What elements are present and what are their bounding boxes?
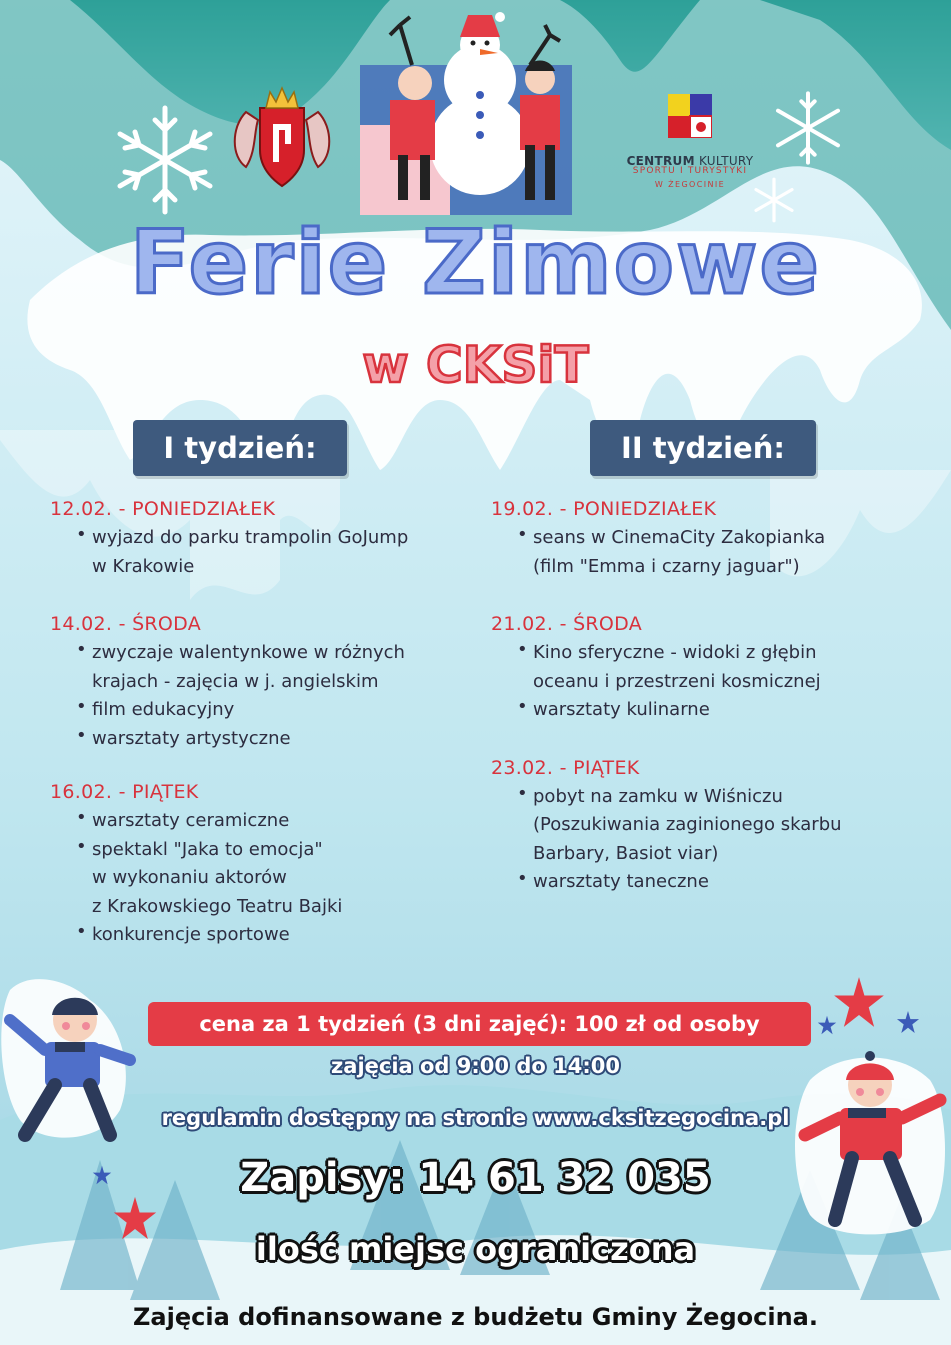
activity-list <box>76 524 480 581</box>
price-banner: cena za 1 tydzień (3 dni zajęć): 100 zł od osoby <box>148 1002 811 1046</box>
list-item: • seans w CinemaCity Zakopianka (film "Emma i czarny jaguar") <box>517 524 826 577</box>
rules-text: regulamin dostępny na stronie www.cksitzegocina.pl <box>161 1106 790 1130</box>
activity-list <box>76 639 480 753</box>
list-item: • film edukacyjny <box>76 696 235 720</box>
page-subtitle: w CKSiT <box>362 336 589 394</box>
week-1-schedule <box>50 498 480 950</box>
day-heading: 16.02. - PIĄTEK <box>50 781 199 803</box>
list-item: • warsztaty artystyczne <box>76 724 291 749</box>
logo-text-sport: SPORTU I TURYSTYKI <box>632 166 748 176</box>
week-1-badge: I tydzień: <box>133 420 347 476</box>
activity-list <box>517 782 941 897</box>
limited-places-text: ilość miejsc ograniczona <box>255 1230 696 1268</box>
logo-text-centrum: CENTRUM <box>626 154 695 168</box>
list-item: • warsztaty kulinarne <box>517 696 710 720</box>
activity-list <box>517 639 941 725</box>
funding-footer: Zajęcia dofinansowane z budżetu Gminy Żegocina. <box>133 1303 818 1331</box>
list-item: • pobyt na zamku w Wiśniczu (Poszukiwania zaginionego skarbu Barbary, Basiot viar) <box>517 782 842 864</box>
logo-text-kultury: KULTURY <box>694 154 754 168</box>
day-heading: 21.02. - ŚRODA <box>491 613 643 635</box>
list-item: • wyjazd do parku trampolin GoJump w Krakowie <box>76 524 409 577</box>
list-item: • konkurencje sportowe <box>76 921 290 945</box>
snowflake-icon <box>768 88 848 168</box>
star-icon <box>896 1010 920 1034</box>
cksit-logo <box>622 94 758 224</box>
signup-phone: Zapisy: 14 61 32 035 <box>240 1155 711 1201</box>
week-2-badge: II tydzień: <box>590 420 816 476</box>
list-item: • warsztaty ceramiczne <box>76 807 290 831</box>
logo-text-place: W ŻEGOCINIE <box>654 180 726 189</box>
star-icon <box>832 975 886 1029</box>
snowman-illustration <box>360 5 572 215</box>
week-2-schedule <box>491 498 941 897</box>
hours-text: zajęcia od 9:00 do 14:00 <box>331 1054 620 1078</box>
cksit-logo-icon <box>668 94 712 138</box>
activity-list <box>517 524 941 581</box>
list-item: • zwyczaje walentynkowe w różnych krajach - zajęcia w j. angielskim <box>76 639 405 692</box>
day-heading: 19.02. - PONIEDZIAŁEK <box>491 498 717 520</box>
list-item: • Kino sferyczne - widoki z głębin oceanu i przestrzeni kosmicznej <box>517 639 821 692</box>
day-heading: 12.02. - PONIEDZIAŁEK <box>50 498 276 520</box>
coat-of-arms-icon <box>226 72 338 192</box>
activity-list <box>76 807 480 950</box>
day-heading: 14.02. - ŚRODA <box>50 613 202 635</box>
star-icon <box>817 1015 837 1035</box>
list-item: • spektakl "Jaka to emocja" w wykonaniu aktorów z Krakowskiego Teatru Bajki <box>76 835 343 917</box>
list-item: • warsztaty taneczne <box>517 868 709 892</box>
snowflake-icon <box>105 100 225 220</box>
day-heading: 23.02. - PIĄTEK <box>491 756 640 779</box>
page-title: Ferie Zimowe <box>129 211 822 314</box>
